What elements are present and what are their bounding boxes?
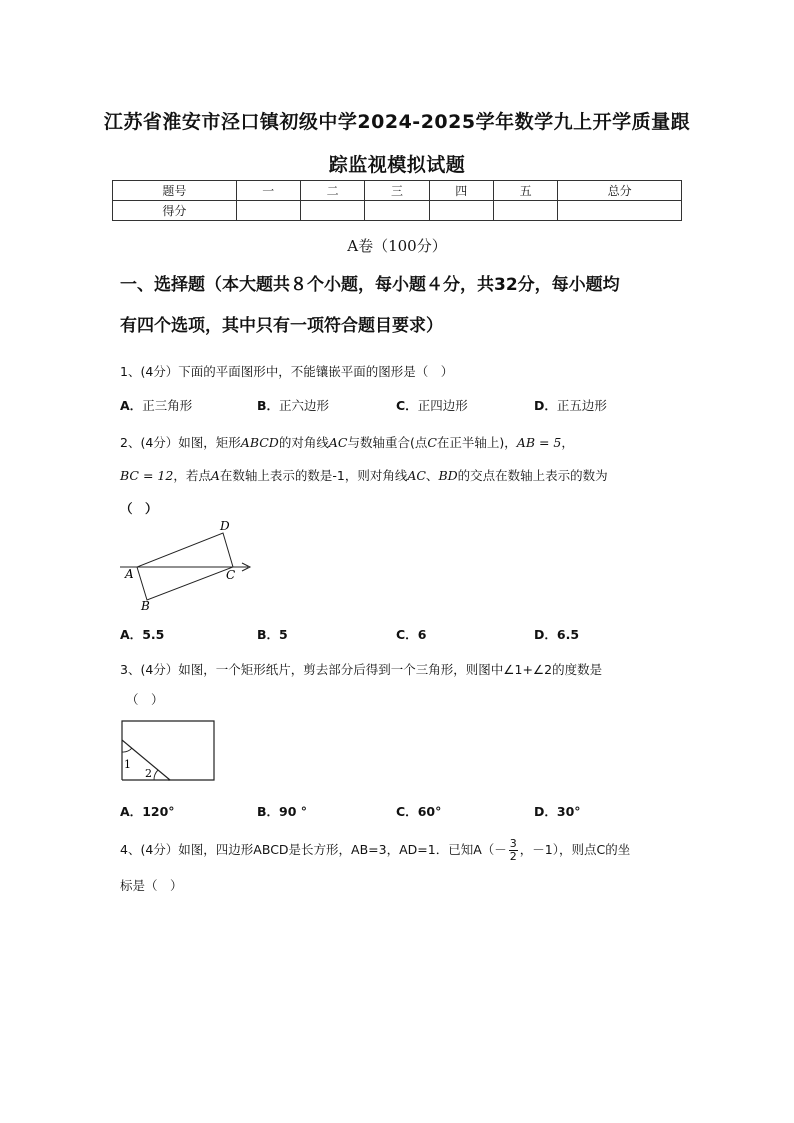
stem-text: 在正半轴上)， bbox=[436, 435, 517, 450]
stem-text: 与数轴重合(点 bbox=[347, 435, 428, 450]
stem-text: 、 bbox=[425, 468, 439, 483]
section-heading-line2: 有四个选项，其中只有一项符合题目要求） bbox=[120, 316, 443, 336]
option-text: 120° bbox=[142, 804, 175, 819]
option-a bbox=[120, 396, 192, 414]
math-c: C bbox=[427, 435, 437, 450]
option-a bbox=[120, 625, 164, 643]
stem-text: 3、(4分）如图，一个矩形纸片，剪去部分后得到一个三角形，则图中∠1+∠2的度数是 bbox=[120, 662, 603, 677]
fraction-denominator: 2 bbox=[509, 850, 517, 863]
score-input-cell bbox=[558, 201, 682, 221]
option-c bbox=[396, 625, 426, 643]
option-label: B． bbox=[257, 804, 280, 819]
option-b bbox=[257, 396, 329, 414]
math-abcd: ABCD bbox=[240, 435, 279, 450]
stem-text: ， bbox=[561, 435, 574, 450]
label-c: C bbox=[226, 568, 236, 582]
option-text: 6 bbox=[417, 627, 427, 642]
math-ac: AC bbox=[328, 435, 348, 450]
section-heading-line1: 一、选择题（本大题共８个小题，每小题４分，共32分，每小题均 bbox=[120, 275, 620, 295]
option-text: 60° bbox=[417, 804, 442, 819]
score-input-cell bbox=[365, 201, 429, 221]
score-table-cell: 二 bbox=[300, 181, 364, 201]
option-label: C． bbox=[396, 398, 418, 413]
angle-2-label: 2 bbox=[145, 767, 152, 780]
option-text: 正三角形 bbox=[142, 398, 193, 413]
option-label: A． bbox=[120, 398, 143, 413]
option-label: A． bbox=[120, 804, 143, 819]
cut-rectangle-figure bbox=[118, 718, 218, 784]
label-b: B bbox=[141, 599, 150, 613]
option-label: A． bbox=[120, 627, 143, 642]
rectangle-on-number-line-figure bbox=[115, 515, 260, 615]
angle-1-arc bbox=[122, 748, 132, 752]
score-input-cell bbox=[236, 201, 300, 221]
option-d bbox=[534, 625, 579, 643]
score-table-header-row bbox=[113, 181, 682, 201]
option-c bbox=[396, 802, 441, 820]
score-table bbox=[112, 180, 682, 221]
fraction-numerator: 3 bbox=[509, 837, 517, 850]
option-text: 正六边形 bbox=[279, 398, 330, 413]
option-text: 正四边形 bbox=[417, 398, 468, 413]
stem-text: 2、(4分）如图，矩形 bbox=[120, 435, 241, 450]
option-d bbox=[534, 802, 581, 820]
score-table-cell: 总分 bbox=[558, 181, 682, 201]
option-label: C． bbox=[396, 804, 418, 819]
label-a: A bbox=[125, 567, 134, 581]
score-table-cell: 四 bbox=[429, 181, 493, 201]
math-a: A bbox=[210, 468, 220, 483]
option-label: B． bbox=[257, 627, 280, 642]
option-label: C． bbox=[396, 627, 418, 642]
score-table-cell: 五 bbox=[493, 181, 557, 201]
score-table-cell: 题号 bbox=[113, 181, 237, 201]
option-label: D． bbox=[534, 627, 557, 642]
option-text: 5.5 bbox=[142, 627, 165, 642]
angle-2-arc bbox=[154, 770, 158, 780]
option-c bbox=[396, 396, 468, 414]
answer-bracket: （ ） bbox=[126, 692, 164, 707]
math-ab-eq-5: AB = 5 bbox=[516, 435, 562, 450]
math-bc-eq-12: BC = 12 bbox=[120, 468, 174, 483]
angle-1-label: 1 bbox=[124, 758, 131, 771]
option-d bbox=[534, 396, 607, 414]
answer-bracket: （ ） bbox=[120, 501, 158, 516]
math-bd: BD bbox=[438, 468, 458, 483]
stem-text: 的交点在数轴上表示的数为 bbox=[457, 468, 608, 483]
score-table-cell: 三 bbox=[365, 181, 429, 201]
stem-text: 4、(4分）如图，四边形ABCD是长方形，AB=3，AD=1．已知A（－ bbox=[120, 842, 507, 857]
question-3-stem bbox=[120, 655, 680, 715]
fraction bbox=[509, 838, 518, 863]
option-text: 30° bbox=[556, 804, 581, 819]
score-table-row bbox=[113, 201, 682, 221]
stem-text: 在数轴上表示的数是-1，则对角线 bbox=[219, 468, 408, 483]
option-a bbox=[120, 802, 175, 820]
option-b bbox=[257, 625, 288, 643]
math-ac: AC bbox=[407, 468, 426, 483]
option-b bbox=[257, 802, 307, 820]
option-text: 6.5 bbox=[556, 627, 580, 642]
option-text: 90 ° bbox=[279, 804, 308, 819]
score-input-cell bbox=[493, 201, 557, 221]
stem-text: ，－1），则点C的坐 bbox=[519, 842, 631, 857]
score-input-cell bbox=[300, 201, 364, 221]
score-table-cell: 得分 bbox=[113, 201, 237, 221]
option-text: 正五边形 bbox=[556, 398, 607, 413]
score-input-cell bbox=[429, 201, 493, 221]
paper-a-heading: A卷（100分） bbox=[347, 237, 447, 255]
question-1-stem: 1、(4分）下面的平面图形中，不能镶嵌平面的图形是（ ） bbox=[120, 364, 454, 379]
score-table-cell: 一 bbox=[236, 181, 300, 201]
stem-text: 标是（ ） bbox=[120, 878, 183, 893]
option-label: D． bbox=[534, 398, 557, 413]
option-label: D． bbox=[534, 804, 557, 819]
question-2-stem bbox=[120, 426, 680, 525]
label-d: D bbox=[220, 519, 230, 533]
page-title-line1: 江苏省淮安市泾口镇初级中学2024-2025学年数学九上开学质量跟 bbox=[103, 111, 691, 133]
option-text: 5 bbox=[279, 627, 288, 642]
page-title-line2: 踪监视模拟试题 bbox=[328, 154, 466, 176]
rectangle-outline bbox=[122, 721, 214, 780]
option-label: B． bbox=[257, 398, 280, 413]
stem-text: ，若点 bbox=[173, 468, 211, 483]
stem-text: 的对角线 bbox=[278, 435, 329, 450]
question-4-stem bbox=[120, 832, 680, 904]
section-heading bbox=[120, 265, 680, 347]
